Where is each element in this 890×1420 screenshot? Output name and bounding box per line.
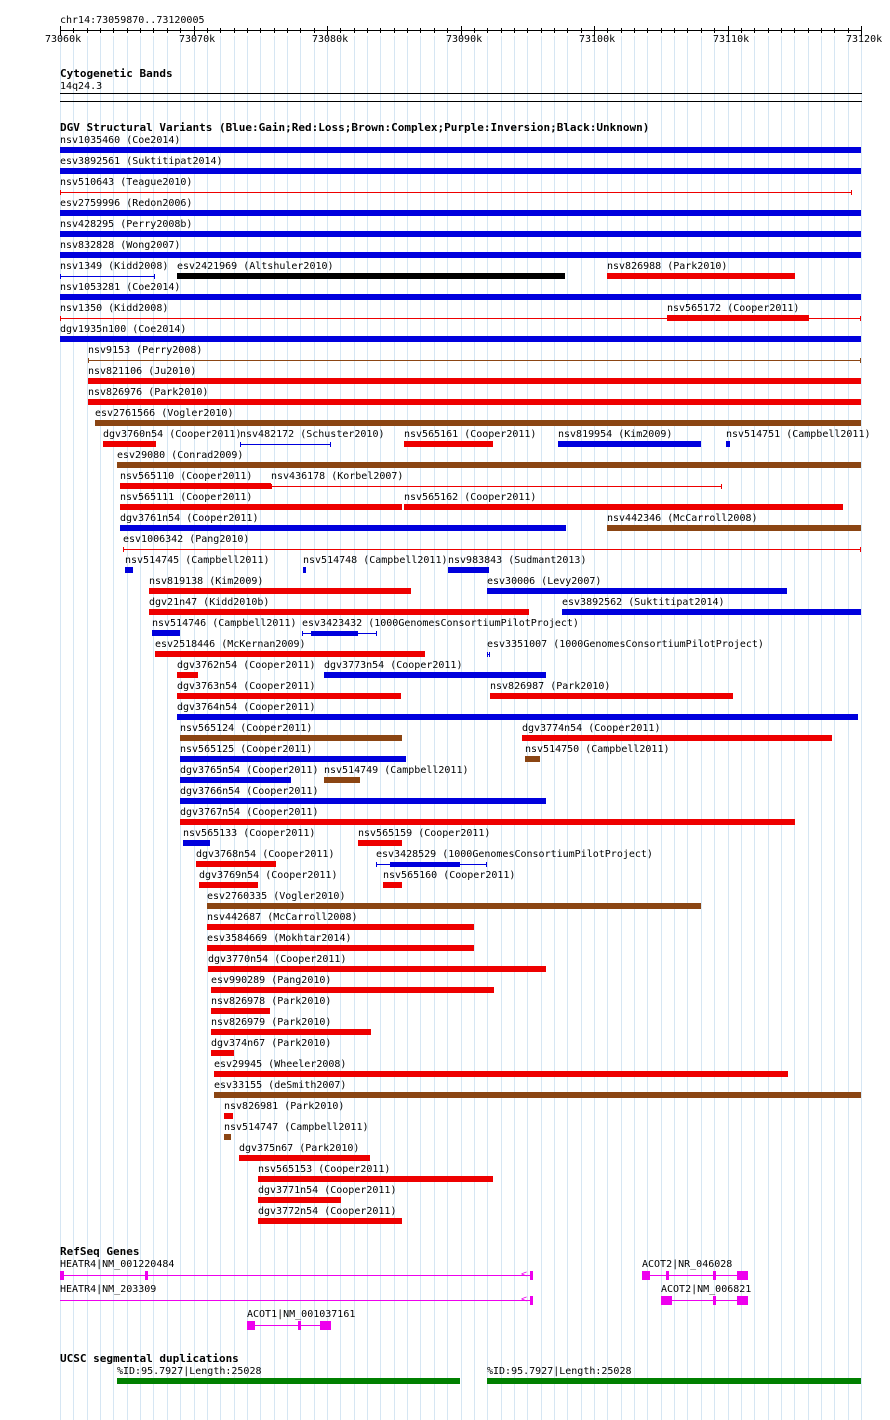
- variant-bar[interactable]: [207, 924, 474, 930]
- ruler-minor-tick: [407, 28, 408, 33]
- cytoband-band-line: [60, 93, 862, 94]
- variant-label: dgv3767n54 (Cooper2011): [180, 807, 319, 818]
- ruler-minor-tick: [701, 28, 702, 33]
- variant-bar[interactable]: [358, 840, 402, 846]
- variant-bar[interactable]: [558, 441, 701, 447]
- variant-bar[interactable]: [60, 168, 861, 174]
- variant-label: dgv374n67 (Park2010): [211, 1038, 332, 1049]
- variant-line[interactable]: [123, 549, 861, 550]
- variant-label: esv3428529 (1000GenomesConsortiumPilotProject): [376, 849, 653, 860]
- variant-bar[interactable]: [258, 1197, 341, 1203]
- variant-bar[interactable]: [180, 735, 402, 741]
- variant-label: nsv565172 (Cooper2011): [667, 303, 800, 314]
- variant-label: esv2518446 (McKernan2009): [155, 639, 306, 650]
- variant-label: nsv442687 (McCarroll2008): [207, 912, 358, 923]
- variant-label: nsv565133 (Cooper2011): [183, 828, 316, 839]
- variant-bar[interactable]: [149, 609, 529, 615]
- variant-label: nsv819954 (Kim2009): [558, 429, 673, 440]
- gridline: [848, 36, 849, 1420]
- strand-arrow-icon: <: [521, 1294, 528, 1305]
- gene-exon[interactable]: [247, 1321, 255, 1330]
- ruler-tick-label: 73080k: [312, 34, 349, 45]
- variant-label: nsv565153 (Cooper2011): [258, 1164, 391, 1175]
- ruler-minor-tick: [140, 28, 141, 33]
- gene-label: ACOT2|NR_046028: [642, 1259, 733, 1270]
- variant-label: dgv375n67 (Park2010): [239, 1143, 360, 1154]
- variant-label: dgv3771n54 (Cooper2011): [258, 1185, 397, 1196]
- dgv-track-title: DGV Structural Variants (Blue:Gain;Red:Loss;Brown:Complex;Purple:Inversion;Black:Unknown): [60, 121, 650, 134]
- ruler-minor-tick: [220, 28, 221, 33]
- variant-end-cap: [302, 631, 303, 636]
- gene-intron-line[interactable]: [661, 1300, 748, 1301]
- variant-line[interactable]: [60, 192, 852, 193]
- variant-label: esv2759996 (Redon2006): [60, 198, 193, 209]
- variant-bar[interactable]: [390, 862, 460, 867]
- gridline: [434, 36, 435, 1420]
- variant-bar[interactable]: [207, 903, 701, 909]
- variant-label: nsv1350 (Kidd2008): [60, 303, 169, 314]
- ruler-tick-label: 73070k: [179, 34, 216, 45]
- variant-bar[interactable]: [196, 861, 276, 867]
- variant-bar[interactable]: [60, 336, 861, 342]
- variant-bar[interactable]: [311, 631, 358, 636]
- gene-intron-line[interactable]: [60, 1275, 533, 1276]
- variant-label: nsv826988 (Park2010): [607, 261, 728, 272]
- variant-label: nsv1035460 (Coe2014): [60, 135, 181, 146]
- variant-label: nsv826978 (Park2010): [211, 996, 332, 1007]
- variant-end-cap: [330, 442, 331, 447]
- variant-bar[interactable]: [726, 441, 730, 447]
- variant-end-cap: [60, 190, 61, 195]
- variant-label: dgv3760n54 (Cooper2011): [103, 429, 242, 440]
- variant-label: dgv3764n54 (Cooper2011): [177, 702, 316, 713]
- ruler-minor-tick: [647, 28, 648, 33]
- variant-bar[interactable]: [177, 672, 198, 678]
- variant-label: nsv565162 (Cooper2011): [404, 492, 537, 503]
- variant-line[interactable]: [271, 486, 722, 487]
- ruler-minor-tick: [794, 28, 795, 33]
- ruler-minor-tick: [87, 28, 88, 33]
- gridline: [661, 36, 662, 1420]
- ruler-minor-tick: [808, 28, 809, 33]
- gene-exon[interactable]: [666, 1271, 669, 1280]
- gridline: [501, 36, 502, 1420]
- variant-bar[interactable]: [125, 567, 133, 573]
- variant-end-cap: [489, 652, 490, 657]
- ruler-minor-tick: [287, 28, 288, 33]
- gene-exon[interactable]: [60, 1271, 64, 1280]
- variant-label: nsv9153 (Perry2008): [88, 345, 203, 356]
- gridline: [741, 36, 742, 1420]
- variant-bar[interactable]: [324, 777, 360, 783]
- ruler-minor-tick: [340, 28, 341, 33]
- variant-label: esv29080 (Conrad2009): [117, 450, 244, 461]
- gene-exon[interactable]: [642, 1271, 650, 1280]
- variant-label: dgv1935n100 (Coe2014): [60, 324, 187, 335]
- segdup-track-title: UCSC segmental duplications: [60, 1352, 239, 1365]
- ruler-tick-label: 73100k: [579, 34, 616, 45]
- variant-bar[interactable]: [211, 1050, 234, 1056]
- variant-label: nsv428295 (Perry2008b): [60, 219, 193, 230]
- variant-label: dgv3766n54 (Cooper2011): [180, 786, 319, 797]
- variant-label: nsv514749 (Campbell2011): [324, 765, 469, 776]
- variant-label: nsv565159 (Cooper2011): [358, 828, 491, 839]
- ruler-minor-tick: [674, 28, 675, 33]
- ruler-minor-tick: [113, 28, 114, 33]
- position-label: chr14:73059870..73120005: [60, 15, 205, 26]
- variant-label: dgv3761n54 (Cooper2011): [120, 513, 259, 524]
- variant-bar[interactable]: [152, 630, 180, 636]
- ruler-minor-tick: [367, 28, 368, 33]
- variant-bar[interactable]: [180, 756, 406, 762]
- gene-intron-line[interactable]: [247, 1325, 331, 1326]
- cytoband-band-line-bottom: [60, 101, 862, 102]
- variant-label: nsv565111 (Cooper2011): [120, 492, 253, 503]
- ruler-minor-tick: [741, 28, 742, 33]
- variant-bar[interactable]: [183, 840, 210, 846]
- ruler-minor-tick: [73, 28, 74, 33]
- variant-line[interactable]: [240, 444, 331, 445]
- gene-intron-line[interactable]: [642, 1275, 747, 1276]
- variant-bar[interactable]: [404, 441, 493, 447]
- segdup-label: %ID:95.7927|Length:25028: [487, 1366, 632, 1377]
- variant-bar[interactable]: [208, 966, 546, 972]
- ruler-minor-tick: [180, 28, 181, 33]
- variant-label: nsv565160 (Cooper2011): [383, 870, 516, 881]
- variant-label: dgv3762n54 (Cooper2011): [177, 660, 316, 671]
- variant-line[interactable]: [88, 360, 861, 361]
- variant-bar[interactable]: [562, 609, 861, 615]
- variant-bar[interactable]: [224, 1134, 231, 1140]
- gridline: [487, 36, 488, 1420]
- variant-bar[interactable]: [303, 567, 306, 573]
- gridline: [821, 36, 822, 1420]
- ruler-tick-label: 73110k: [713, 34, 750, 45]
- variant-end-cap: [851, 190, 852, 195]
- variant-bar[interactable]: [224, 1113, 233, 1119]
- gridline: [728, 36, 729, 1420]
- gridline: [420, 36, 421, 1420]
- variant-label: esv3584669 (Mokhtar2014): [207, 933, 352, 944]
- variant-bar[interactable]: [383, 882, 402, 888]
- variant-label: nsv826976 (Park2010): [88, 387, 209, 398]
- variant-end-cap: [60, 316, 61, 321]
- variant-bar[interactable]: [522, 735, 832, 741]
- ruler-minor-tick: [514, 28, 515, 33]
- ruler-minor-tick: [821, 28, 822, 33]
- ruler-minor-tick: [100, 28, 101, 33]
- variant-label: dgv21n47 (Kidd2010b): [149, 597, 270, 608]
- ruler-minor-tick: [554, 28, 555, 33]
- variant-end-cap: [721, 484, 722, 489]
- variant-label: esv990289 (Pang2010): [211, 975, 332, 986]
- gridline: [674, 36, 675, 1420]
- variant-end-cap: [860, 547, 861, 552]
- variant-label: dgv3773n54 (Cooper2011): [324, 660, 463, 671]
- gene-label: ACOT2|NM_006821: [661, 1284, 752, 1295]
- variant-label: nsv565110 (Cooper2011): [120, 471, 253, 482]
- ruler-minor-tick: [354, 28, 355, 33]
- variant-bar[interactable]: [95, 420, 861, 426]
- ruler-minor-tick: [380, 28, 381, 33]
- cytoband-label: 14q24.3: [60, 81, 103, 92]
- ruler-minor-tick: [394, 28, 395, 33]
- gene-label: HEATR4|NM_203309: [60, 1284, 157, 1295]
- variant-label: nsv1349 (Kidd2008): [60, 261, 169, 272]
- ruler-minor-tick: [447, 28, 448, 33]
- variant-line[interactable]: [60, 276, 155, 277]
- variant-bar[interactable]: [525, 756, 540, 762]
- variant-end-cap: [240, 442, 241, 447]
- ruler-tick-label: 73060k: [45, 34, 82, 45]
- gridline: [447, 36, 448, 1420]
- ruler-minor-tick: [260, 28, 261, 33]
- ruler-minor-tick: [234, 28, 235, 33]
- gridline: [407, 36, 408, 1420]
- ruler-minor-tick: [501, 28, 502, 33]
- variant-bar[interactable]: [180, 777, 291, 783]
- gene-exon[interactable]: [713, 1296, 716, 1305]
- refseq-track-title: RefSeq Genes: [60, 1245, 140, 1258]
- variant-label: dgv3774n54 (Cooper2011): [522, 723, 661, 734]
- variant-label: esv30006 (Levy2007): [487, 576, 602, 587]
- variant-bar[interactable]: [60, 210, 861, 216]
- ruler-minor-tick: [621, 28, 622, 33]
- segdup-bar[interactable]: [117, 1378, 460, 1384]
- variant-bar[interactable]: [258, 1218, 402, 1224]
- variant-bar[interactable]: [60, 147, 861, 153]
- ruler-minor-tick: [781, 28, 782, 33]
- variant-bar[interactable]: [60, 294, 861, 300]
- variant-label: nsv514747 (Campbell2011): [224, 1122, 369, 1133]
- gene-exon[interactable]: [530, 1296, 533, 1305]
- gene-label: ACOT1|NM_001037161: [247, 1309, 356, 1320]
- segdup-label: %ID:95.7927|Length:25028: [117, 1366, 262, 1377]
- variant-label: nsv565161 (Cooper2011): [404, 429, 537, 440]
- variant-label: esv2761566 (Vogler2010): [95, 408, 234, 419]
- variant-label: nsv514748 (Campbell2011): [303, 555, 448, 566]
- gridline: [514, 36, 515, 1420]
- gene-exon[interactable]: [737, 1296, 748, 1305]
- variant-bar[interactable]: [490, 693, 733, 699]
- variant-bar[interactable]: [177, 273, 565, 279]
- ruler-minor-tick: [607, 28, 608, 33]
- ruler-minor-tick: [714, 28, 715, 33]
- gridline: [754, 36, 755, 1420]
- variant-end-cap: [860, 358, 861, 363]
- gridline: [461, 36, 462, 1420]
- variant-bar[interactable]: [155, 651, 425, 657]
- variant-bar[interactable]: [103, 441, 156, 447]
- variant-bar[interactable]: [60, 252, 861, 258]
- variant-label: nsv1053281 (Coe2014): [60, 282, 181, 293]
- ruler-minor-tick: [474, 28, 475, 33]
- variant-bar[interactable]: [667, 315, 809, 321]
- gene-exon[interactable]: [713, 1271, 716, 1280]
- gene-exon[interactable]: [530, 1271, 533, 1280]
- variant-bar[interactable]: [120, 504, 402, 510]
- variant-bar[interactable]: [211, 1029, 371, 1035]
- variant-bar[interactable]: [207, 945, 474, 951]
- variant-end-cap: [123, 547, 124, 552]
- ruler-minor-tick: [247, 28, 248, 33]
- variant-label: esv3892562 (Suktitipat2014): [562, 597, 725, 608]
- variant-end-cap: [487, 652, 488, 657]
- variant-end-cap: [60, 274, 61, 279]
- variant-bar[interactable]: [88, 399, 861, 405]
- variant-end-cap: [860, 316, 861, 321]
- variant-end-cap: [486, 862, 487, 867]
- variant-bar[interactable]: [211, 987, 494, 993]
- variant-bar[interactable]: [120, 483, 271, 489]
- gridline: [687, 36, 688, 1420]
- strand-arrow-icon: <: [521, 1269, 528, 1280]
- variant-label: nsv482172 (Schuster2010): [240, 429, 385, 440]
- variant-bar[interactable]: [448, 567, 489, 573]
- variant-label: nsv821106 (Ju2010): [88, 366, 197, 377]
- variant-label: nsv826979 (Park2010): [211, 1017, 332, 1028]
- variant-label: nsv565124 (Cooper2011): [180, 723, 313, 734]
- variant-label: esv2760335 (Vogler2010): [207, 891, 346, 902]
- variant-label: nsv510643 (Teague2010): [60, 177, 193, 188]
- ruler-minor-tick: [834, 28, 835, 33]
- variant-bar[interactable]: [607, 273, 795, 279]
- variant-bar[interactable]: [177, 693, 401, 699]
- gene-exon[interactable]: [298, 1321, 301, 1330]
- gridline: [701, 36, 702, 1420]
- variant-label: esv3351007 (1000GenomesConsortiumPilotProject): [487, 639, 764, 650]
- variant-label: nsv565125 (Cooper2011): [180, 744, 313, 755]
- variant-label: esv3423432 (1000GenomesConsortiumPilotProject): [302, 618, 579, 629]
- ruler-minor-tick: [661, 28, 662, 33]
- gene-label: HEATR4|NM_001220484: [60, 1259, 175, 1270]
- variant-label: nsv983843 (Sudmant2013): [448, 555, 587, 566]
- gene-exon[interactable]: [737, 1271, 748, 1280]
- segdup-bar[interactable]: [487, 1378, 861, 1384]
- variant-label: nsv514750 (Campbell2011): [525, 744, 670, 755]
- variant-end-cap: [376, 862, 377, 867]
- variant-label: esv33155 (deSmith2007): [214, 1080, 347, 1091]
- variant-label: nsv436178 (Korbel2007): [271, 471, 404, 482]
- variant-end-cap: [88, 358, 89, 363]
- variant-label: nsv819138 (Kim2009): [149, 576, 264, 587]
- variant-bar[interactable]: [211, 1008, 270, 1014]
- variant-label: nsv514751 (Campbell2011): [726, 429, 871, 440]
- gene-exon[interactable]: [661, 1296, 672, 1305]
- gene-intron-line[interactable]: [60, 1300, 533, 1301]
- ruler-minor-tick: [567, 28, 568, 33]
- gridline: [834, 36, 835, 1420]
- variant-label: dgv3765n54 (Cooper2011): [180, 765, 319, 776]
- gridline: [768, 36, 769, 1420]
- variant-bar[interactable]: [607, 525, 861, 531]
- variant-bar[interactable]: [404, 504, 843, 510]
- variant-label: esv2421969 (Altshuler2010): [177, 261, 334, 272]
- variant-bar[interactable]: [199, 882, 258, 888]
- ruler-minor-tick: [487, 28, 488, 33]
- variant-bar[interactable]: [60, 231, 861, 237]
- variant-label: dgv3763n54 (Cooper2011): [177, 681, 316, 692]
- variant-label: nsv832828 (Wong2007): [60, 240, 181, 251]
- variant-bar[interactable]: [120, 525, 566, 531]
- variant-bar[interactable]: [117, 462, 861, 468]
- gridline: [861, 36, 862, 1420]
- ruler-minor-tick: [541, 28, 542, 33]
- variant-bar[interactable]: [149, 588, 411, 594]
- variant-label: esv29945 (Wheeler2008): [214, 1059, 347, 1070]
- variant-end-cap: [271, 484, 272, 489]
- ruler-minor-tick: [207, 28, 208, 33]
- ruler-minor-tick: [754, 28, 755, 33]
- variant-bar[interactable]: [487, 588, 787, 594]
- gene-exon[interactable]: [320, 1321, 331, 1330]
- variant-bar[interactable]: [177, 714, 858, 720]
- variant-label: dgv3772n54 (Cooper2011): [258, 1206, 397, 1217]
- ruler-minor-tick: [768, 28, 769, 33]
- variant-bar[interactable]: [239, 1155, 370, 1161]
- variant-bar[interactable]: [214, 1071, 788, 1077]
- variant-label: dgv3768n54 (Cooper2011): [196, 849, 335, 860]
- variant-label: nsv514746 (Campbell2011): [152, 618, 297, 629]
- variant-label: dgv3769n54 (Cooper2011): [199, 870, 338, 881]
- ruler-minor-tick: [434, 28, 435, 33]
- ruler-minor-tick: [314, 28, 315, 33]
- gridline: [808, 36, 809, 1420]
- ruler-minor-tick: [127, 28, 128, 33]
- variant-label: nsv826981 (Park2010): [224, 1101, 345, 1112]
- ruler-tick-label: 73090k: [446, 34, 483, 45]
- variant-label: dgv3770n54 (Cooper2011): [208, 954, 347, 965]
- ruler-minor-tick: [634, 28, 635, 33]
- ruler-minor-tick: [581, 28, 582, 33]
- ruler-minor-tick: [687, 28, 688, 33]
- variant-end-cap: [154, 274, 155, 279]
- variant-label: nsv442346 (McCarroll2008): [607, 513, 758, 524]
- gridline: [781, 36, 782, 1420]
- variant-label: esv1006342 (Pang2010): [123, 534, 250, 545]
- gene-exon[interactable]: [145, 1271, 148, 1280]
- variant-bar[interactable]: [324, 672, 546, 678]
- variant-bar[interactable]: [214, 1092, 861, 1098]
- variant-bar[interactable]: [180, 819, 795, 825]
- variant-end-cap: [376, 631, 377, 636]
- variant-label: nsv514745 (Campbell2011): [125, 555, 270, 566]
- variant-label: nsv826987 (Park2010): [490, 681, 611, 692]
- variant-label: esv3892561 (Suktitipat2014): [60, 156, 223, 167]
- ruler-minor-tick: [167, 28, 168, 33]
- cytoband-track-title: Cytogenetic Bands: [60, 67, 173, 80]
- ruler-minor-tick: [274, 28, 275, 33]
- ruler-minor-tick: [300, 28, 301, 33]
- ruler-minor-tick: [153, 28, 154, 33]
- variant-bar[interactable]: [88, 378, 861, 384]
- gridline: [474, 36, 475, 1420]
- gridline: [794, 36, 795, 1420]
- ruler-minor-tick: [527, 28, 528, 33]
- variant-bar[interactable]: [258, 1176, 493, 1182]
- ruler-minor-tick: [848, 28, 849, 33]
- ruler-tick-label: 73120k: [846, 34, 883, 45]
- ruler-minor-tick: [420, 28, 421, 33]
- variant-bar[interactable]: [180, 798, 546, 804]
- gridline: [714, 36, 715, 1420]
